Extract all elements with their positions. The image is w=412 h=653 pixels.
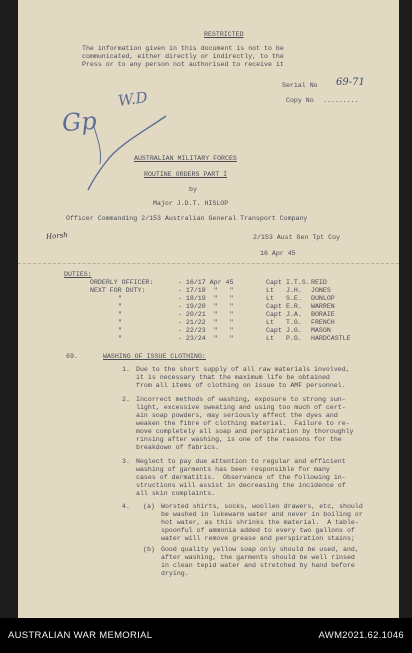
duty-name: BORAIE <box>311 311 335 318</box>
para-line: Worsted shirts, socks, woollen drawers, etc, should <box>161 503 363 510</box>
duty-label: " <box>118 303 122 310</box>
duty-label: " <box>118 295 122 302</box>
para-line: it is necessary that the maximum life be obtained <box>136 374 330 381</box>
notice-line-3: Press or to any person not authorised to receive it <box>82 61 284 68</box>
para-line: from all items of clothing on issue to AMF personnel. <box>136 382 346 389</box>
duty-date: - 21/22 " " <box>178 319 234 326</box>
duty-row <box>18 295 399 303</box>
duty-rank: Capt <box>266 279 282 286</box>
duty-label: " <box>118 319 122 326</box>
para-4a-label: (a) <box>143 503 155 510</box>
duty-name: REID <box>311 279 327 286</box>
para-4-number: 4. <box>122 503 130 510</box>
section-number: 69. <box>66 353 78 360</box>
para-line: spoonful of ammonia added to every two gallons of <box>161 527 355 534</box>
para-line: light, excessive sweating and using too much of cert- <box>136 404 346 411</box>
para-3 <box>136 458 346 498</box>
duty-date: - 16/17 Apr 45 <box>178 279 234 286</box>
date: 16 Apr 45 <box>260 250 296 257</box>
duty-rank: Capt <box>266 311 282 318</box>
duty-rank: Lt <box>266 319 274 326</box>
copy-value: ......... <box>323 97 359 104</box>
duty-rank: Capt <box>266 327 282 334</box>
para-line: ain soap powders, may seriously affect the dyes and <box>136 412 338 419</box>
duties-heading: DUTIES: <box>64 271 92 278</box>
section-heading: WASHING OF ISSUE CLOTHING: <box>103 353 206 360</box>
para-line: move completely all soap and perspiration by thoroughly <box>136 428 354 435</box>
duty-date: - 17/18 " " <box>178 287 234 294</box>
duty-row <box>18 287 399 295</box>
para-line: cases of dermatitis. Observance of the following in- <box>136 474 346 481</box>
duty-row <box>18 303 399 311</box>
para-2 <box>136 396 354 452</box>
handwritten-stroke <box>18 0 399 200</box>
footer-institution: AUSTRALIAN WAR MEMORIAL <box>8 630 153 641</box>
notice-line-2: communicated, either directly or indirectly, to the <box>82 53 284 60</box>
duty-date: - 18/19 " " <box>178 295 234 302</box>
archive-footer <box>0 618 412 653</box>
duty-initials: E.R. <box>286 303 302 310</box>
duty-initials: J.G. <box>286 327 302 334</box>
duty-row <box>18 311 399 319</box>
document-page <box>18 0 399 618</box>
para-3-number: 3. <box>122 458 130 465</box>
para-line: Incorrect methods of washing, exposure to strong sun- <box>136 396 346 403</box>
para-line: Due to the short supply of all raw materials involved, <box>136 366 350 373</box>
duty-initials: T.G. <box>286 319 302 326</box>
duty-name: FRENCH <box>311 319 335 326</box>
author: Major J.D.T. HISLOP <box>153 200 229 207</box>
para-4b-label: (b) <box>143 546 155 553</box>
duty-row <box>18 335 399 343</box>
unit: 2/153 Aust Gen Tpt Coy <box>253 234 341 241</box>
para-line: rinsing after washing, is one of the reasons for the <box>136 436 342 443</box>
para-line: breakdown of fabrics. <box>136 444 220 451</box>
duty-rank: Lt <box>266 287 274 294</box>
duty-row <box>18 279 399 287</box>
classification-label: RESTRICTED <box>204 31 244 38</box>
margin-note: Horsh <box>45 230 69 242</box>
duty-name: DUNLOP <box>311 295 335 302</box>
notice-line-1: The information given in this document is not to be <box>82 45 284 52</box>
para-4a <box>161 503 363 543</box>
duty-initials: S.E. <box>286 295 302 302</box>
para-line: weaken the fibre of clothing material. Failure to re- <box>136 420 350 427</box>
para-line: structions will assist in decreasing the incidence of <box>136 482 346 489</box>
para-line: all skin complaints. <box>136 490 216 497</box>
duty-initials: J.H. <box>286 287 302 294</box>
handwritten-initials: W.D <box>116 88 149 110</box>
duty-label: " <box>118 335 122 342</box>
duty-initials: I.T.S. <box>286 279 310 286</box>
para-line: be washed in lukewarm water and never in boiling or <box>161 511 363 518</box>
duty-date: - 19/20 " " <box>178 303 234 310</box>
para-4b <box>161 546 359 578</box>
para-1-number: 1. <box>122 366 130 373</box>
duty-initials: J.A. <box>286 311 302 318</box>
serial-label: Serial No <box>282 82 318 89</box>
copy-label: Copy No <box>286 97 314 104</box>
duty-row <box>18 319 399 327</box>
para-line: Good quality yellow soap only should be used, and, <box>161 546 359 553</box>
author-role: Officer Commanding 2/153 Australian General Transport Company <box>66 215 308 222</box>
duty-date: - 20/21 " " <box>178 311 234 318</box>
duty-rank: Lt <box>266 295 274 302</box>
duties-table <box>18 279 399 345</box>
duty-rank: Lt <box>266 335 274 342</box>
para-line: washing of garments has been responsible for many <box>136 466 330 473</box>
duty-initials: P.G. <box>286 335 302 342</box>
para-line: water will remove grease and perspiration stains; <box>161 535 355 542</box>
duty-name: JONES <box>311 287 331 294</box>
para-line: in clean tepid water and stretched by hand before <box>161 562 355 569</box>
duty-date: - 22/23 " " <box>178 327 234 334</box>
footer-accession: AWM2021.62.1046 <box>318 630 404 641</box>
para-line: Neglect to pay due attention to regular and efficient <box>136 458 346 465</box>
duty-label: " <box>118 327 122 334</box>
handwritten-scrawl: Gp <box>61 106 98 138</box>
doc-title: ROUTINE ORDERS PART I <box>144 171 228 178</box>
para-1 <box>136 366 350 390</box>
para-2-number: 2. <box>122 396 130 403</box>
org-title: AUSTRALIAN MILITARY FORCES <box>134 155 237 162</box>
duty-name: WARREN <box>311 303 335 310</box>
duty-date: - 23/24 " " <box>178 335 234 342</box>
duty-rank: Capt <box>266 303 282 310</box>
duty-row <box>18 327 399 335</box>
serial-value: 69-71 <box>336 77 365 88</box>
duty-label: NEXT FOR DUTY: <box>90 287 146 294</box>
fold-line <box>18 263 399 264</box>
duty-label: " <box>118 311 122 318</box>
para-line: hot water, as this shrinks the material. A table- <box>161 519 359 526</box>
by-line: by <box>189 186 197 193</box>
para-line: drying. <box>161 570 189 577</box>
duty-label: ORDERLY OFFICER: <box>90 279 154 286</box>
duty-name: HARDCASTLE <box>311 335 351 342</box>
para-line: after washing, the garments should be well rinsed <box>161 554 355 561</box>
duty-name: MASON <box>311 327 331 334</box>
